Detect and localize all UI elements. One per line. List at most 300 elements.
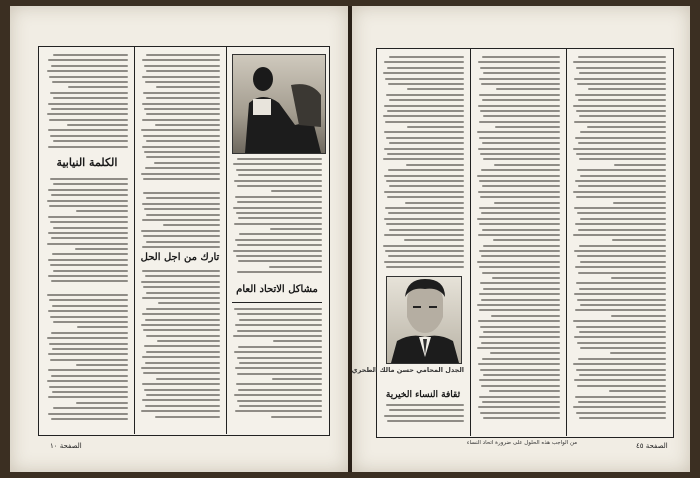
text-line [577, 385, 666, 387]
text-line [143, 372, 220, 374]
text-line [141, 230, 220, 232]
text-line [50, 316, 128, 318]
text-line [237, 357, 323, 359]
text-line [479, 207, 560, 209]
text-line [157, 340, 220, 342]
text-line [580, 175, 666, 177]
text-line [479, 223, 560, 225]
text-line [384, 61, 464, 63]
text-line [478, 61, 560, 63]
text-line [48, 275, 128, 277]
heading-union-problems: مشاكل الاتحاد العام [236, 284, 318, 295]
text-line [239, 405, 322, 407]
text-line [47, 337, 128, 339]
text-line [578, 229, 666, 231]
text-line [407, 88, 464, 90]
text-line [577, 83, 666, 85]
text-line [238, 346, 322, 348]
text-line [142, 356, 220, 358]
text-line [387, 153, 464, 155]
text-line [144, 65, 220, 67]
column-rule [226, 46, 227, 434]
text-line [482, 358, 560, 360]
text-line [145, 81, 220, 83]
text-line [52, 391, 128, 393]
text-line [49, 343, 128, 345]
text-line [579, 331, 666, 333]
text-line [271, 190, 322, 192]
text-line [51, 237, 128, 239]
text-line [234, 223, 322, 225]
text-line [234, 180, 322, 182]
text-line [145, 319, 220, 321]
text-line [384, 131, 464, 133]
text-line [235, 367, 322, 369]
text-line [479, 94, 560, 96]
text-line [574, 121, 666, 123]
text-line [384, 175, 464, 177]
text-line [52, 81, 128, 83]
text-line [235, 239, 322, 241]
text-line [48, 259, 128, 261]
text-line [48, 103, 128, 105]
text-line [271, 416, 322, 418]
text-line [48, 59, 128, 61]
text-line [144, 389, 220, 391]
text-line [52, 305, 128, 307]
text-line [578, 401, 666, 403]
text-line [163, 224, 220, 226]
text-line [141, 324, 220, 326]
text-line [385, 78, 464, 80]
text-line [386, 404, 464, 406]
text-line [233, 250, 322, 252]
text-line [50, 92, 128, 94]
text-column [232, 308, 322, 426]
text-line [50, 178, 128, 180]
text-line [573, 363, 666, 365]
text-line [480, 110, 560, 112]
text-line [576, 67, 666, 69]
text-line [479, 121, 560, 123]
text-line [146, 335, 220, 337]
text-line [386, 137, 464, 139]
text-line [146, 308, 220, 310]
text-line [480, 326, 560, 328]
text-line [238, 174, 322, 176]
text-line [477, 347, 560, 349]
text-line [145, 362, 220, 364]
text-line [235, 196, 322, 198]
text-line [386, 94, 464, 96]
text-line [51, 194, 128, 196]
text-line [234, 394, 322, 396]
text-line [77, 326, 128, 328]
text-line [574, 207, 666, 209]
text-line [480, 196, 560, 198]
text-line [53, 270, 128, 272]
text-line [579, 374, 666, 376]
text-line [478, 148, 560, 150]
text-line [406, 164, 464, 166]
text-line [577, 255, 666, 257]
text-line [48, 353, 128, 355]
text-line [49, 386, 128, 388]
text-line [479, 309, 560, 311]
text-line [51, 280, 128, 282]
text-line [492, 277, 560, 279]
page-number: الصفحة ١٠ [50, 442, 82, 450]
text-line [155, 124, 220, 126]
text-line [573, 234, 666, 236]
text-line [389, 142, 464, 144]
column-rule [470, 48, 471, 436]
text-line [233, 163, 322, 165]
text-line [389, 185, 464, 187]
text-line [384, 234, 464, 236]
text-line [238, 217, 322, 219]
text-line [576, 196, 666, 198]
text-line [143, 329, 220, 331]
text-line [578, 142, 666, 144]
text-line [483, 288, 560, 290]
text-line [145, 167, 220, 169]
portrait-photo [232, 54, 326, 154]
text-line [477, 131, 560, 133]
text-line [143, 235, 220, 237]
text-line [236, 255, 322, 257]
text-line [146, 140, 220, 142]
text-line [237, 330, 322, 332]
text-line [384, 105, 464, 107]
footer-caption: من الواجب هذه الحلول على ضرورة اتحاد النساء [466, 440, 578, 446]
text-line [236, 212, 322, 214]
text-line [237, 158, 322, 160]
text-line [482, 272, 560, 274]
text-line [482, 142, 560, 144]
text-line [47, 243, 128, 245]
magazine-spread [10, 6, 690, 472]
text-line [482, 401, 560, 403]
text-line [143, 192, 220, 194]
text-line [143, 92, 220, 94]
text-line [577, 212, 666, 214]
text-line [573, 191, 666, 193]
text-line [233, 335, 322, 337]
text-line [48, 232, 128, 234]
text-line [47, 294, 128, 296]
text-line [478, 191, 560, 193]
text-line [479, 266, 560, 268]
text-line [480, 369, 560, 371]
text-line [481, 212, 560, 214]
text-line [493, 239, 560, 241]
text-column [46, 178, 128, 288]
right-page [352, 6, 690, 472]
text-line [580, 304, 666, 306]
seated-man-figure [233, 55, 325, 153]
text-line [143, 135, 220, 137]
text-line [405, 202, 464, 204]
text-line [51, 418, 128, 420]
text-line [479, 379, 560, 381]
text-line [238, 389, 322, 391]
text-line [477, 261, 560, 263]
text-column [46, 294, 128, 426]
text-column [46, 54, 128, 154]
text-line [478, 406, 560, 408]
text-line [386, 223, 464, 225]
text-line [495, 126, 560, 128]
text-line [142, 59, 220, 61]
text-line [49, 119, 128, 121]
text-line [47, 200, 128, 202]
text-line [479, 250, 560, 252]
text-line [579, 115, 666, 117]
text-line [480, 412, 560, 414]
text-line [270, 228, 322, 230]
text-line [478, 105, 560, 107]
text-line [578, 56, 666, 58]
text-line [573, 406, 666, 408]
text-line [480, 282, 560, 284]
text-line [481, 342, 560, 344]
text-line [575, 223, 666, 225]
text-column [476, 56, 560, 426]
text-line [237, 185, 323, 187]
text-line [494, 164, 560, 166]
text-line [142, 383, 220, 385]
text-line [609, 390, 666, 392]
text-line [142, 270, 220, 272]
text-line [141, 410, 220, 412]
text-line [580, 131, 666, 133]
text-line [141, 367, 220, 369]
text-line [146, 197, 220, 199]
text-line [142, 399, 220, 401]
text-line [575, 180, 666, 182]
text-line [611, 277, 666, 279]
text-line [146, 214, 220, 216]
text-line [481, 169, 560, 171]
text-line [273, 340, 323, 342]
left-page [10, 6, 348, 472]
text-line [236, 383, 322, 385]
text-line [239, 319, 322, 321]
text-line [235, 410, 322, 412]
heading-parliamentary-word: الكلمة النيابية [56, 156, 118, 169]
column-rule [566, 48, 567, 436]
text-line [49, 205, 128, 207]
text-line [237, 400, 323, 402]
text-line [481, 299, 560, 301]
text-line [384, 148, 464, 150]
text-line [575, 266, 666, 268]
text-line [53, 407, 128, 409]
text-line [269, 266, 322, 268]
text-line [385, 207, 464, 209]
text-line [483, 245, 560, 247]
text-column [382, 56, 464, 276]
text-line [479, 78, 560, 80]
photo-caption: الجدل المحامي حسن مالك الطحري [351, 366, 464, 374]
text-line [479, 293, 560, 295]
text-line [48, 396, 128, 398]
text-line [154, 162, 220, 164]
text-line [575, 396, 666, 398]
text-line [237, 373, 322, 375]
text-line [236, 169, 322, 171]
text-line [483, 331, 560, 333]
text-line [384, 218, 464, 220]
text-line [142, 146, 220, 148]
text-line [613, 202, 666, 204]
text-line [67, 124, 128, 126]
text-line [387, 110, 464, 112]
text-line [48, 146, 128, 148]
text-line [145, 405, 220, 407]
text-line [573, 320, 666, 322]
text-line [578, 185, 666, 187]
text-line [52, 253, 128, 255]
text-line [233, 207, 322, 209]
text-line [611, 315, 666, 317]
text-line [142, 246, 220, 248]
text-line [50, 135, 128, 137]
text-line [576, 110, 666, 112]
text-line [51, 65, 128, 67]
text-line [389, 229, 464, 231]
text-line [144, 345, 220, 347]
heading-for-solution: تارك من اجل الحل [140, 252, 220, 263]
text-line [496, 88, 560, 90]
text-column [382, 404, 464, 428]
text-line [76, 402, 128, 404]
text-line [481, 83, 560, 85]
text-line [48, 189, 128, 191]
text-line [234, 351, 322, 353]
text-line [482, 99, 560, 101]
text-column [140, 192, 220, 252]
text-line [384, 415, 464, 417]
text-line [610, 352, 666, 354]
text-line [588, 88, 666, 90]
text-line [407, 126, 464, 128]
text-line [144, 208, 220, 210]
text-line [146, 394, 220, 396]
text-line [580, 218, 666, 220]
text-line [384, 261, 464, 263]
text-line [75, 248, 128, 250]
text-line [234, 308, 322, 310]
text-line [578, 99, 666, 101]
text-column [140, 54, 220, 184]
man-in-suit-figure [387, 277, 461, 363]
text-line [483, 72, 560, 74]
text-column [140, 270, 220, 426]
text-line [387, 67, 464, 69]
text-line [385, 250, 464, 252]
text-line [483, 417, 560, 419]
text-line [574, 293, 666, 295]
text-column [232, 158, 322, 278]
text-line [146, 292, 220, 294]
text-line [383, 115, 464, 117]
text-line [143, 178, 220, 180]
text-line [53, 321, 128, 323]
text-line [388, 169, 464, 171]
text-line [51, 332, 128, 334]
text-line [579, 288, 666, 290]
text-line [573, 61, 666, 63]
text-line [50, 264, 128, 266]
text-line [494, 202, 560, 204]
text-line [574, 78, 666, 80]
text-line [142, 313, 220, 315]
text-line [146, 241, 220, 243]
text-line [574, 379, 666, 381]
text-line [579, 158, 666, 160]
text-line [383, 72, 464, 74]
text-line [142, 297, 220, 299]
text-line [53, 183, 128, 185]
text-line [482, 56, 560, 58]
text-line [272, 378, 322, 380]
text-line [614, 164, 666, 166]
text-line [145, 275, 220, 277]
text-line [141, 281, 220, 283]
text-line [155, 416, 220, 418]
text-line [53, 227, 128, 229]
text-line [142, 203, 220, 205]
text-line [574, 250, 666, 252]
text-line [50, 359, 128, 361]
text-line [142, 219, 220, 221]
text-line [383, 245, 464, 247]
text-line [383, 158, 464, 160]
text-line [47, 113, 128, 115]
text-line [146, 156, 220, 158]
text-line [491, 315, 560, 317]
text-line [578, 272, 666, 274]
text-line [387, 420, 464, 422]
text-line [480, 153, 560, 155]
text-line [574, 336, 666, 338]
text-line [143, 286, 220, 288]
text-line [48, 413, 128, 415]
text-line [389, 99, 464, 101]
text-line [52, 348, 128, 350]
text-line [51, 375, 128, 377]
text-line [573, 148, 666, 150]
text-line [477, 304, 560, 306]
text-line [146, 97, 220, 99]
text-line [579, 417, 666, 419]
text-line [481, 385, 560, 387]
text-line [576, 282, 666, 284]
text-line [47, 380, 128, 382]
column-rule [134, 46, 135, 434]
text-line [384, 191, 464, 193]
text-line [577, 342, 666, 344]
text-line [142, 76, 220, 78]
heading-underline [232, 302, 322, 303]
text-line [158, 302, 220, 304]
text-line [388, 255, 464, 257]
text-line [141, 173, 220, 175]
page-number: الصفحة ٤٥ [636, 442, 668, 450]
text-line [142, 103, 220, 105]
